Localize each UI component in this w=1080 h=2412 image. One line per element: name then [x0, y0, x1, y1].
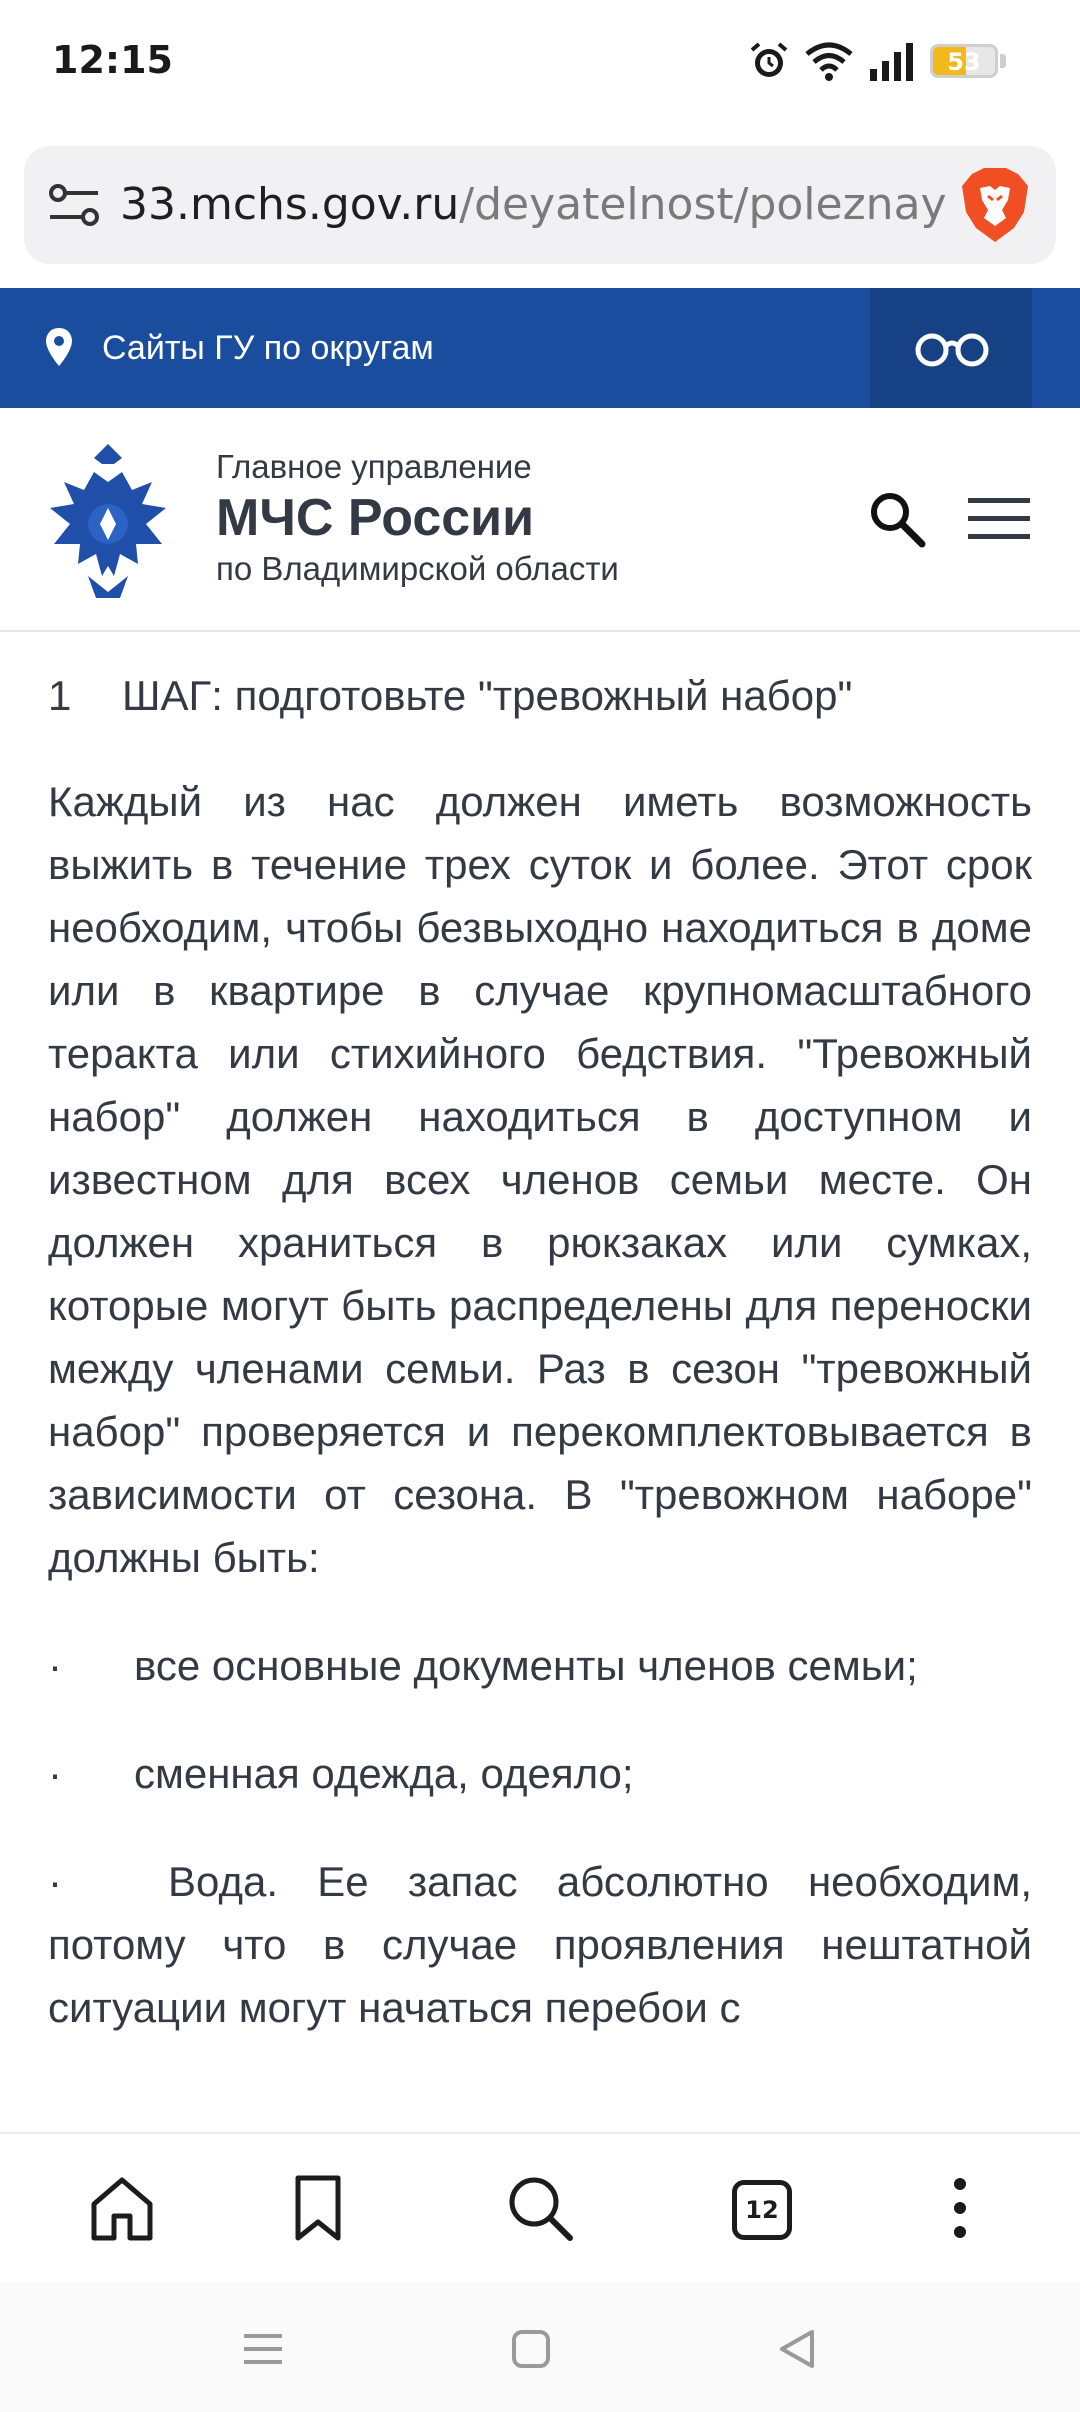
system-navigation-bar: [0, 2282, 1080, 2412]
list-item: [48, 1742, 1032, 1805]
back-icon[interactable]: [772, 2324, 822, 2374]
article-paragraph: Каждый из нас должен иметь возможность выжить в течение трех суток и более. Этот срок необходим, чтобы безвыходно находиться в доме или в квартире в случае крупномасштабного теракта или стихийного бедствия. "Тревожный набор" должен находиться в доступном и известном для всех членов семьи месте. Он должен храниться в рюкзаках или сумках, которые могут быть распределены для переноски между членами семьи. Раз в сезон "тревожный набор" проверяется и перекомплектовывается в зависимости от сезона. В "тревожном наборе" должны быть:: [48, 778, 1032, 1581]
browser-toolbar: [0, 2132, 1080, 2282]
org-title-line2[interactable]: МЧС России: [216, 489, 535, 547]
battery-icon: [930, 44, 998, 78]
step-heading: [48, 668, 1032, 724]
step-title: ШАГ: подготовьте "тревожный набор": [122, 672, 853, 719]
status-icons: [748, 36, 1006, 86]
location-pin-icon: [44, 326, 74, 370]
address-bar[interactable]: [24, 146, 1056, 264]
bookmark-icon[interactable]: [282, 2172, 354, 2244]
org-title-line3: по Владимирской области: [216, 550, 619, 587]
status-bar: [0, 0, 1080, 124]
battery-level: 53: [947, 48, 981, 76]
mchs-emblem-icon[interactable]: [44, 442, 172, 602]
url-path: /deyatelnost/poleznay: [459, 179, 947, 230]
tabs-count: 12: [732, 2180, 792, 2240]
url-host: 33.mchs.gov.ru: [120, 179, 460, 230]
signal-icon: [868, 41, 916, 81]
home-icon[interactable]: [86, 2172, 158, 2244]
site-settings-icon[interactable]: [46, 180, 106, 230]
bullet-marker: ·: [48, 1750, 62, 1797]
home-nav-icon[interactable]: [506, 2324, 556, 2374]
step-number: 1: [48, 672, 72, 719]
url-text[interactable]: [120, 174, 950, 236]
wifi-icon: [804, 41, 854, 81]
region-bar: [0, 288, 1080, 408]
site-header: [0, 408, 1080, 632]
alarm-icon: [748, 40, 790, 82]
brave-shield-icon[interactable]: [958, 166, 1032, 244]
org-title-line1: Главное управление: [216, 448, 532, 485]
article-content: [48, 632, 1032, 2132]
search-icon[interactable]: [504, 2172, 576, 2244]
list-item: [48, 1634, 1032, 1697]
more-options-icon[interactable]: [924, 2172, 996, 2244]
recent-apps-icon[interactable]: [238, 2324, 288, 2374]
glasses-icon: [914, 324, 990, 372]
list-item: [48, 1850, 1032, 2039]
bullet-marker: ·: [48, 1642, 62, 1689]
accessibility-button[interactable]: [870, 288, 1032, 408]
tabs-button[interactable]: [732, 2180, 792, 2240]
search-icon[interactable]: [868, 490, 926, 548]
regional-sites-link[interactable]: Сайты ГУ по округам: [102, 329, 434, 367]
list-item-text: сменная одежда, одеяло;: [134, 1750, 634, 1797]
list-item-text: Вода. Ее запас абсолютно необходим, потому что в случае проявления нештатной ситуации могут начаться перебои с: [48, 1858, 1032, 2031]
list-item-text: все основные документы членов семьи;: [134, 1642, 918, 1689]
bullet-marker: ·: [48, 1858, 62, 1905]
status-time: 12:15: [52, 38, 173, 82]
hamburger-menu-icon[interactable]: [968, 494, 1030, 544]
